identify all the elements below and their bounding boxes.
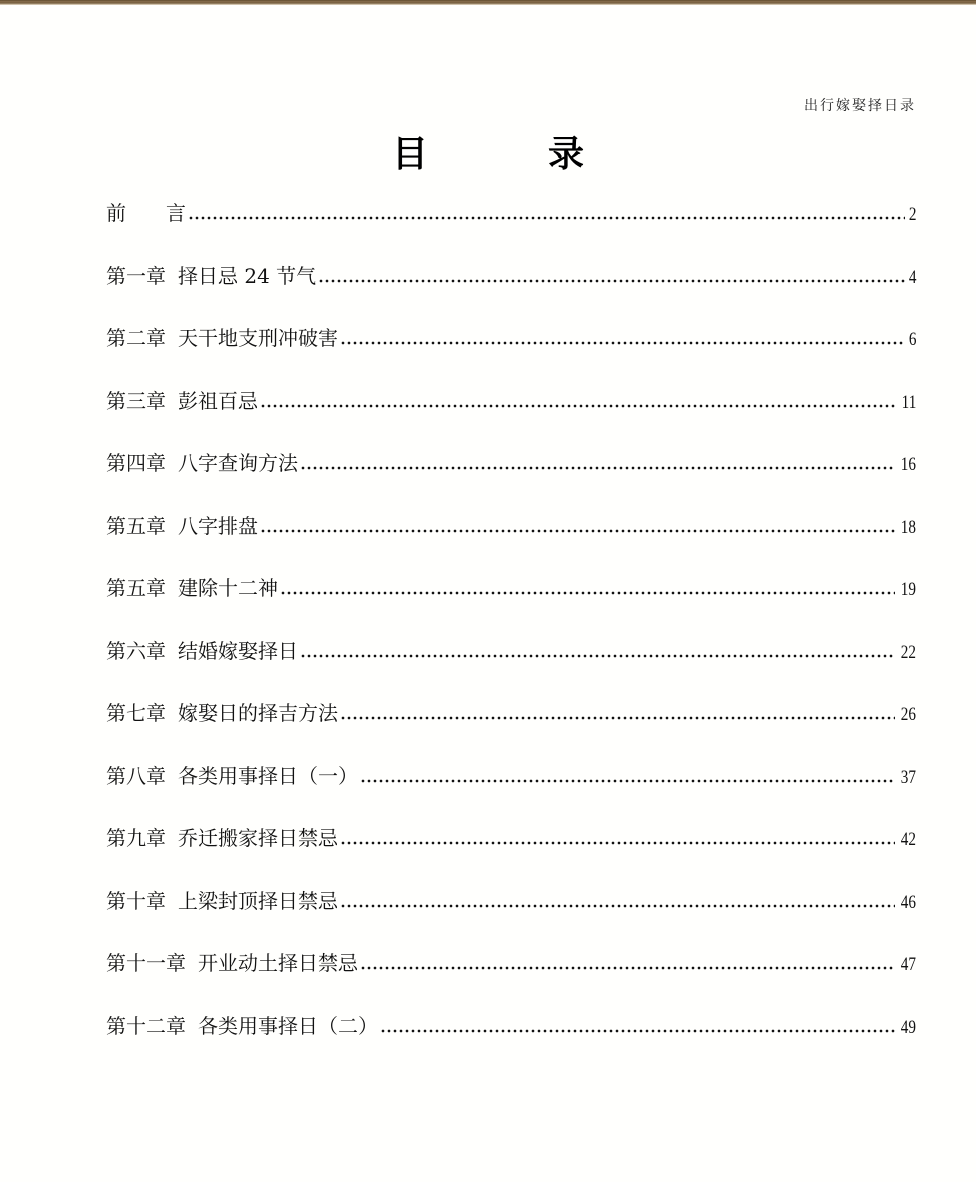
toc-entry-heading [106,447,298,476]
page-top-border [0,0,976,5]
dot-leader [340,841,895,845]
toc-chapter-number: 第十一章 [106,951,186,975]
dot-leader [380,1029,895,1033]
toc-entry[interactable] [106,447,916,510]
toc-chapter-title: 乔迁搬家择日禁忌 [178,826,338,850]
toc-chapter-number: 第八章 [106,763,166,788]
toc-chapter-number: 第五章 [106,576,166,600]
dot-leader [280,591,895,595]
toc-chapter-number: 第九章 [106,826,166,850]
toc-entry[interactable] [106,1010,916,1073]
toc-entry-heading [106,635,298,664]
toc-chapter-title: 开业动土择日禁忌 [198,951,358,975]
dot-leader [260,529,895,533]
toc-entry-heading [106,885,338,914]
toc-page-number: 18 [900,516,916,538]
toc-entry-heading [106,322,338,351]
toc-page-number: 4 [908,266,916,288]
toc-entry-heading [106,385,258,414]
toc-chapter-number: 第一章 [106,263,166,288]
page-title-char-2: 录 [548,133,585,175]
toc-entry-heading [106,510,258,539]
toc-chapter-number: 第十二章 [106,1013,186,1038]
page-title-char-1: 目 [391,133,428,175]
toc-entry-heading [106,822,338,851]
table-of-contents [106,197,916,1072]
toc-chapter-title: 天干地支刑冲破害 [178,326,338,350]
dot-leader [300,654,895,658]
page-title [0,126,976,177]
dot-leader [360,779,895,783]
running-header: 出行嫁娶择日录 [804,98,916,114]
dot-leader [300,466,895,470]
toc-page-number: 47 [900,954,916,975]
dot-leader [340,341,905,345]
toc-page-number: 37 [900,766,916,788]
toc-entry[interactable] [106,822,916,885]
toc-entry-heading [106,760,358,789]
toc-page-number: 19 [900,579,916,600]
toc-entry-heading [106,572,278,601]
toc-entry-heading [106,697,338,726]
toc-chapter-number: 第七章 [106,701,166,725]
toc-page-number: 42 [900,829,916,850]
toc-entry[interactable] [106,572,916,635]
toc-chapter-title: 建除十二神 [178,576,278,600]
toc-chapter-title: 各类用事择日（一） [178,763,358,788]
dot-leader [318,279,904,283]
toc-entry[interactable] [106,510,916,573]
toc-chapter-title: 八字查询方法 [178,451,298,475]
toc-entry-heading [106,1010,378,1039]
toc-page-number: 26 [900,704,916,725]
toc-entry-heading [106,947,358,976]
toc-page-number: 22 [900,641,916,663]
toc-chapter-title: 择日忌 24 节气 [178,263,317,288]
toc-entry[interactable] [106,947,916,1010]
toc-entry[interactable] [106,385,916,448]
dot-leader [340,904,895,908]
toc-chapter-number: 第六章 [106,638,166,663]
toc-chapter-title: 言 [166,201,186,225]
toc-page-number: 2 [908,204,916,225]
toc-chapter-number: 第五章 [106,513,166,538]
dot-leader [360,966,895,970]
dot-leader [188,216,905,220]
toc-chapter-title: 结婚嫁娶择日 [178,638,298,663]
toc-entry[interactable] [106,697,916,760]
toc-chapter-title: 上梁封顶择日禁忌 [178,888,338,913]
toc-chapter-title: 嫁娶日的择吉方法 [178,701,338,725]
toc-page-number: 16 [900,454,916,475]
toc-entry-preface[interactable] [106,197,916,260]
toc-chapter-number: 第四章 [106,451,166,475]
toc-entry-heading [106,197,186,226]
toc-page-number: 46 [900,891,916,913]
toc-chapter-number: 第十章 [106,888,166,913]
dot-leader [260,404,896,408]
toc-entry[interactable] [106,635,916,698]
toc-page-number: 49 [900,1016,916,1038]
toc-entry[interactable] [106,760,916,823]
toc-chapter-number: 前 [106,201,126,225]
toc-chapter-number: 第二章 [106,326,166,350]
toc-entry[interactable] [106,885,916,948]
toc-page-number: 6 [908,329,916,350]
toc-chapter-title: 各类用事择日（二） [198,1013,378,1038]
toc-chapter-title: 八字排盘 [178,513,258,538]
toc-page-number: 11 [901,391,916,413]
toc-entry-heading [106,260,316,289]
toc-entry[interactable] [106,322,916,385]
dot-leader [340,716,895,720]
toc-chapter-number: 第三章 [106,388,166,413]
toc-chapter-title: 彭祖百忌 [178,388,258,413]
toc-entry[interactable] [106,260,916,323]
